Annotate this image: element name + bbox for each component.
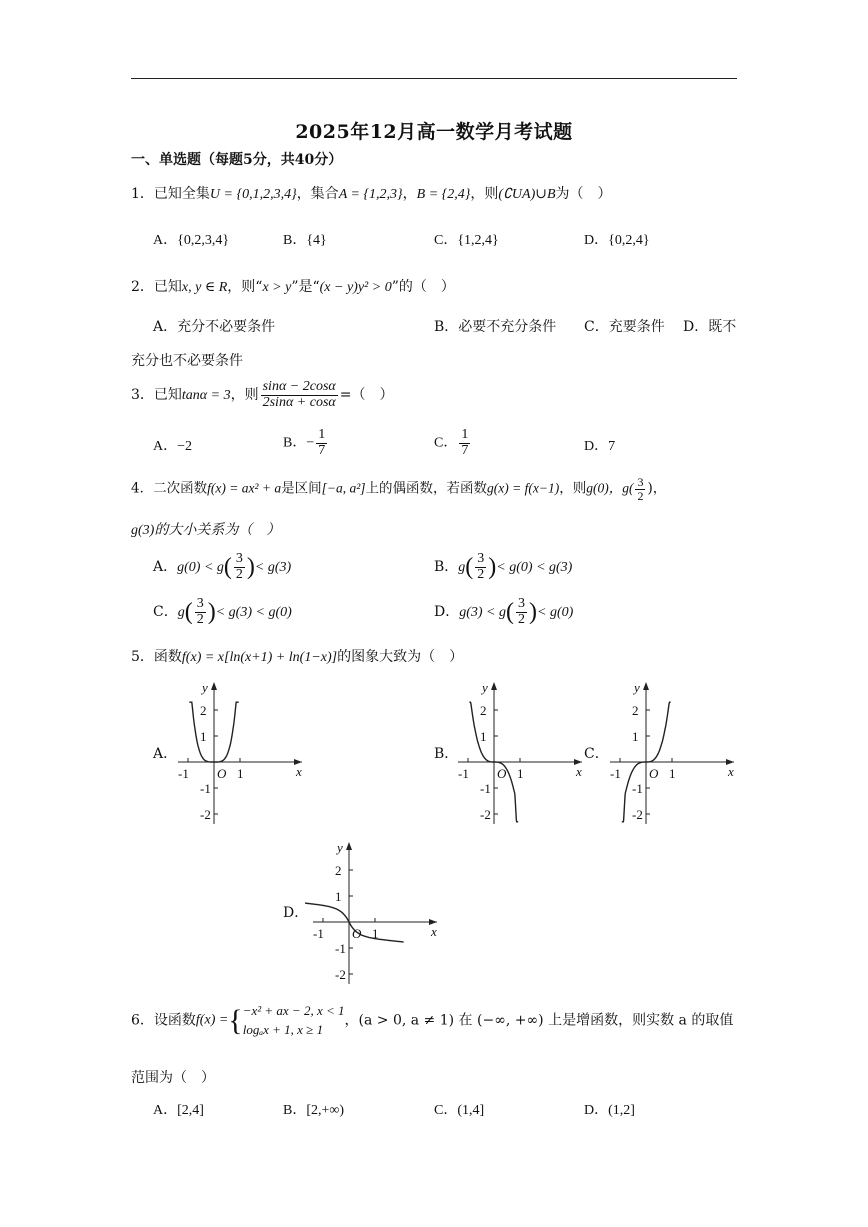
q4-b-part1: g (458, 560, 466, 576)
q4-a-label: A． (153, 559, 178, 576)
q4-c-part1: g (177, 605, 185, 621)
q4-a-num: 3 (235, 551, 243, 566)
section-heading: 一、单选题（每题5分，共40分） (131, 152, 343, 168)
q3-text: =（ ） (339, 387, 394, 404)
q5-option-b-label: B． (434, 746, 459, 762)
y-axis-label: y (202, 680, 208, 695)
q4-a-part1: g(0) < g (177, 560, 224, 576)
q6-piece-1: −x² + ax − 2, x < 1 (242, 1003, 345, 1018)
q6-option-d: D．(1,2] (584, 1103, 635, 1118)
q4-d-paren: ( (506, 598, 515, 625)
q1-option-b: B．{4} (283, 233, 327, 248)
q4-g-values: g(0)，g( (586, 480, 634, 496)
q4-a-paren: ( (223, 553, 232, 580)
q1-text: 为（ ） (555, 186, 612, 202)
y-tick-label: -2 (480, 807, 491, 822)
q5-graph-c (602, 678, 742, 826)
q3-c-den: 7 (461, 442, 469, 458)
q4-d-num: 3 (518, 596, 526, 611)
x-tick-label: -1 (178, 766, 189, 781)
q4-d-part1: g(3) < g (459, 605, 507, 621)
q5-text: 5．函数 (131, 649, 182, 665)
q6-text: 6．设函数 (131, 1012, 196, 1029)
q5-function: f(x) = x[ln(x+1) + ln(1−x)] (181, 650, 338, 665)
function-curve (646, 702, 671, 762)
q5-option-c-label: C． (584, 746, 609, 762)
q3-option-c-label: C． (434, 435, 458, 451)
y-tick-label: 1 (200, 729, 207, 744)
q1-text: ， (402, 186, 417, 202)
q3-condition: tanα = 3 (181, 388, 231, 404)
x-tick-label: -1 (313, 926, 324, 941)
y-axis-arrow (491, 682, 497, 690)
q6-pieces (243, 1002, 345, 1040)
q1-expression: (∁UA)∪B (498, 187, 556, 202)
q1-set-a: A = {1,2,3} (338, 187, 403, 202)
q2-text: ”是“ (291, 279, 320, 295)
q3-option-b-label: B．− (283, 435, 315, 451)
origin-label: O (497, 766, 507, 781)
q4-a-den: 2 (235, 566, 243, 582)
y-axis-arrow (211, 682, 217, 690)
q4-stem-line2: g(3)的大小关系为（ ） (131, 523, 281, 538)
question-1-stem (131, 186, 612, 204)
q4-b-part2: < g(0) < g(3) (496, 560, 573, 576)
q5-text: 的图象大致为（ ） (337, 649, 464, 665)
q4-text: )， (647, 480, 667, 497)
y-tick-label: 1 (480, 729, 487, 744)
q4-function-f: f(x) = ax² + a (207, 480, 282, 496)
q6-condition: ，(a > 0, a ≠ 1) 在 (−∞, +∞) 上是增函数，则实数 a 的取值 (344, 1012, 734, 1029)
x-tick-label: -1 (610, 766, 621, 781)
q3-b-num: 1 (318, 427, 326, 442)
q6-brace: { (228, 1003, 243, 1037)
y-tick-label: -2 (335, 967, 346, 982)
question-5-stem (131, 649, 463, 667)
q4-function-g: g(x) = f(x−1) (487, 480, 560, 496)
q4-c-paren: ( (184, 598, 193, 625)
q3-option-b-fraction (316, 428, 327, 458)
x-tick-label: -1 (458, 766, 469, 781)
q4-text: 4．二次函数 (131, 480, 208, 497)
q1-text: ，集合 (296, 186, 339, 202)
q2-option-c: C．充要条件 (584, 319, 665, 335)
q3-b-den: 7 (318, 442, 326, 458)
q2-option-d-continued: 充分也不必要条件 (131, 353, 243, 369)
y-tick-label: 1 (632, 729, 639, 744)
q2-option-b: B．必要不充分条件 (434, 319, 557, 335)
q4-c-den: 2 (196, 611, 204, 627)
q6-piece-2: logₐx + 1, x ≥ 1 (242, 1021, 324, 1037)
q3-option-b (283, 428, 329, 458)
y-tick-label: 2 (480, 703, 487, 718)
q4-c-frac (195, 597, 206, 627)
x-tick-label: 1 (372, 926, 379, 941)
q4-d-label: D． (434, 604, 460, 621)
q4-option-a (153, 552, 291, 582)
q1-text: 1．已知全集 (131, 186, 210, 202)
x-tick-label: 1 (237, 766, 244, 781)
q4-a-paren: ) (246, 553, 255, 580)
q2-condition-1: x > y (262, 280, 292, 295)
x-axis-label: x (431, 924, 437, 939)
q4-option-b (434, 552, 572, 582)
q4-text: 是区间 (281, 480, 322, 497)
x-axis-label: x (296, 764, 302, 779)
q3-option-a: A．−2 (153, 439, 193, 454)
y-tick-label: -1 (480, 781, 491, 796)
x-tick-label: 1 (517, 766, 524, 781)
q1-set-u: U = {0,1,2,3,4} (209, 187, 297, 202)
origin-label: O (649, 766, 659, 781)
q2-condition-2: (x − y)y² > 0 (319, 280, 392, 295)
question-3-stem (131, 380, 394, 410)
q4-a-frac (234, 552, 245, 582)
y-tick-label: 2 (335, 863, 342, 878)
q4-text: 上的偶函数，若函数 (365, 480, 488, 497)
q3-text: ，则 (230, 387, 259, 404)
q1-option-d: D．{0,2,4} (584, 233, 650, 248)
q4-d-paren: ) (529, 598, 538, 625)
q4-b-label: B． (434, 559, 459, 576)
question-2-stem (131, 279, 455, 297)
q3-option-c-fraction (459, 428, 470, 458)
q4-option-c (153, 597, 292, 627)
y-axis-label: y (482, 680, 488, 695)
question-4-stem (131, 476, 666, 502)
q4-b-paren: ( (465, 553, 474, 580)
q6-function: f(x) = (195, 1012, 229, 1028)
q4-c-part2: < g(3) < g(0) (215, 605, 292, 621)
q4-b-paren: ) (488, 553, 497, 580)
q3-fraction (261, 380, 338, 410)
q3-denominator: 2sinα + cosα (262, 394, 336, 410)
q4-text: ，则 (559, 480, 587, 497)
q4-frac-num: 3 (637, 475, 644, 489)
q4-c-paren: ) (207, 598, 216, 625)
q1-set-b: B = {2,4} (416, 187, 471, 202)
q4-b-num: 3 (477, 551, 485, 566)
x-axis-label: x (576, 764, 582, 779)
y-tick-label: -2 (632, 807, 643, 822)
question-6-stem (131, 1002, 733, 1040)
q5-graph-a (170, 678, 310, 826)
q4-interval: [−a, a²] (321, 480, 366, 496)
q6-option-a: A．[2,4] (153, 1103, 204, 1118)
q3-numerator: sinα − 2cosα (262, 379, 336, 394)
q5-graph-b (450, 678, 590, 826)
origin-label: O (352, 926, 362, 941)
y-tick-label: -1 (335, 941, 346, 956)
q2-option-d: D．既不 (683, 319, 737, 335)
y-axis-arrow (643, 682, 649, 690)
q3-text: 3．已知 (131, 387, 182, 404)
q5-option-d-label: D． (283, 905, 309, 921)
q3-option-d: D．7 (584, 439, 616, 454)
q5-option-a-label: A． (153, 746, 178, 762)
y-tick-label: -1 (200, 781, 211, 796)
q1-text: ，则 (470, 186, 499, 202)
q4-d-frac (516, 597, 527, 627)
q5-graph-d (305, 838, 445, 986)
q4-frac (635, 476, 645, 502)
q4-c-num: 3 (196, 596, 204, 611)
origin-label: O (217, 766, 227, 781)
q1-option-a: A．{0,2,3,4} (153, 233, 230, 248)
y-tick-label: 2 (632, 703, 639, 718)
y-axis-label: y (337, 840, 343, 855)
q3-option-c (434, 428, 472, 458)
y-tick-label: -1 (632, 781, 643, 796)
x-tick-label: 1 (669, 766, 676, 781)
q4-c-label: C． (153, 604, 178, 621)
q4-frac-den: 2 (637, 488, 644, 503)
q2-option-a: A．充分不必要条件 (153, 319, 276, 335)
q2-text: ，则“ (227, 279, 263, 295)
q2-text: ”的（ ） (391, 279, 455, 295)
y-axis-arrow (346, 842, 352, 850)
q6-option-b: B．[2,+∞) (283, 1103, 345, 1118)
q2-text: 2．已知 (131, 279, 182, 295)
page-title: 2025年12月高一数学月考试题 (295, 121, 573, 143)
q4-a-part2: < g(3) (254, 560, 292, 576)
q4-option-d (434, 597, 573, 627)
q3-c-num: 1 (461, 427, 469, 442)
q6-option-c: C．(1,4] (434, 1103, 485, 1118)
q4-b-frac (475, 552, 486, 582)
y-axis-label: y (634, 680, 640, 695)
q1-option-c: C．{1,2,4} (434, 233, 499, 248)
q2-vars: x, y ∈ R (181, 280, 228, 295)
header-rule (131, 78, 737, 79)
y-tick-label: -2 (200, 807, 211, 822)
q4-d-part2: < g(0) (537, 605, 574, 621)
x-axis-label: x (728, 764, 734, 779)
q4-d-den: 2 (518, 611, 526, 627)
function-curve (305, 902, 349, 922)
q4-b-den: 2 (477, 566, 485, 582)
q6-stem-line2: 范围为（ ） (131, 1070, 215, 1086)
y-tick-label: 2 (200, 703, 207, 718)
y-tick-label: 1 (335, 889, 342, 904)
